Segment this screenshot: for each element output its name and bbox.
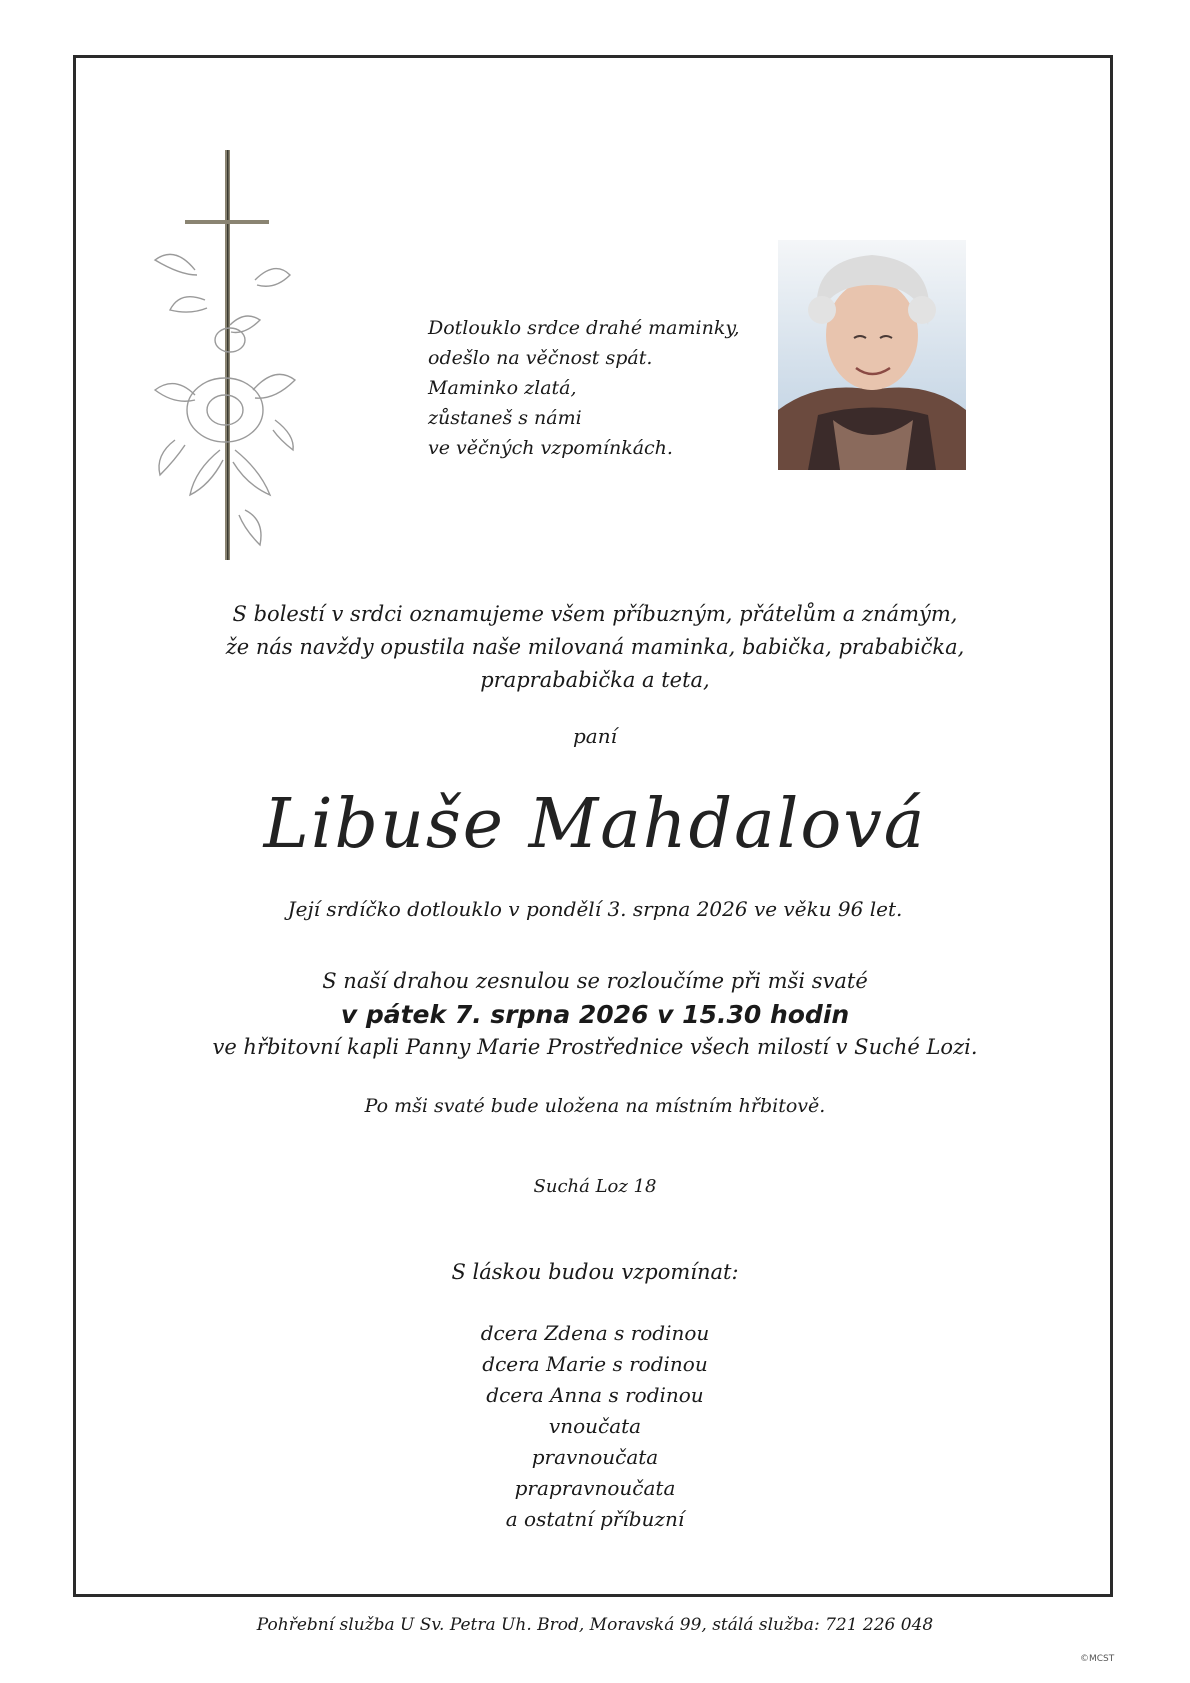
deceased-name: Libuše Mahdalová: [263, 785, 927, 864]
list-item: pravnoučata: [531, 1445, 659, 1469]
poem-line: Dotlouklo srdce drahé maminky,: [428, 317, 740, 339]
farewell-intro: S naší drahou zesnulou se rozloučíme při mši svaté: [322, 969, 868, 993]
cross-with-flowers-icon: [135, 150, 305, 570]
poem-line: Maminko zlatá,: [428, 377, 577, 399]
remember-heading: S láskou budou vzpomínat:: [451, 1260, 739, 1284]
portrait-photo: [778, 240, 966, 470]
farewell-info: [0, 965, 1190, 1064]
list-item: dcera Marie s rodinou: [482, 1352, 708, 1376]
address: Suchá Loz 18: [533, 1176, 657, 1197]
watermark: ©MCST: [1080, 1654, 1115, 1664]
list-item: prapravnoučata: [514, 1476, 676, 1500]
farewell-datetime: v pátek 7. srpna 2026 v 15.30 hodin: [340, 1000, 850, 1029]
death-notice: Její srdíčko dotlouklo v pondělí 3. srpna 2026 ve věku 96 let.: [287, 897, 903, 921]
mourners-list: [0, 1318, 1190, 1535]
intro-text: [0, 598, 1190, 697]
burial-note: Po mši svaté bude uložena na místním hřbitově.: [364, 1095, 826, 1117]
list-item: vnoučata: [548, 1414, 642, 1438]
poem-line: zůstaneš s námi: [428, 407, 582, 429]
list-item: dcera Zdena s rodinou: [480, 1321, 710, 1345]
farewell-place: ve hřbitovní kapli Panny Marie Prostřednice všech milostí v Suché Lozi.: [212, 1035, 978, 1059]
list-item: dcera Anna s rodinou: [486, 1383, 704, 1407]
salutation: paní: [572, 724, 617, 748]
list-item: a ostatní příbuzní: [505, 1507, 685, 1531]
intro-line: S bolestí v srdci oznamujeme všem příbuzným, přátelům a známým,: [232, 602, 958, 626]
poem-line: odešlo na věčnost spát.: [428, 347, 653, 369]
poem: [428, 313, 740, 463]
poem-line: ve věčných vzpomínkách.: [428, 437, 673, 459]
intro-line: praprababička a teta,: [480, 668, 710, 692]
footer-funeral-service: Pohřební služba U Sv. Petra Uh. Brod, Moravská 99, stálá služba: 721 226 048: [256, 1615, 934, 1635]
intro-line: že nás navždy opustila naše milovaná maminka, babička, prababička,: [225, 635, 965, 659]
